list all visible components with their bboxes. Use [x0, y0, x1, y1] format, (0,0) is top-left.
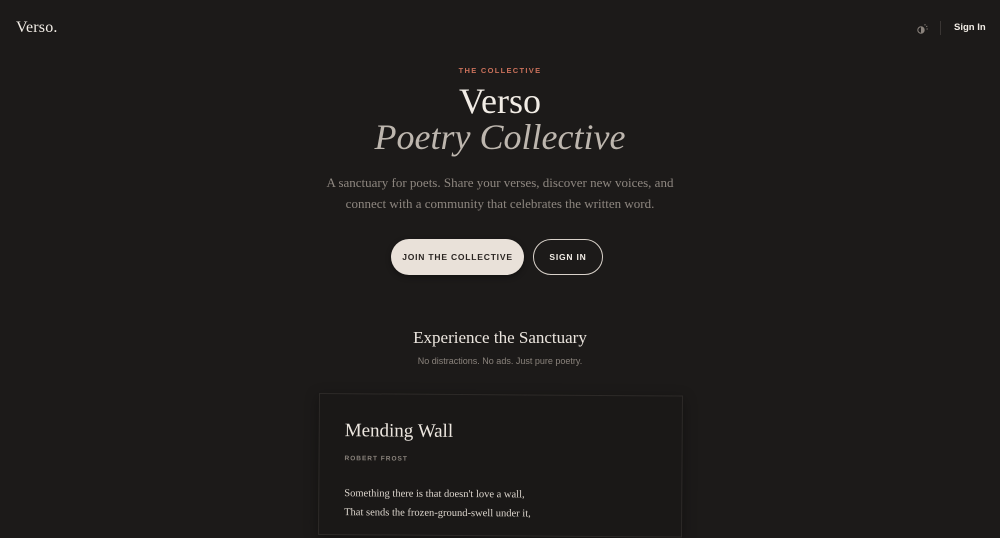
sanctuary-title: Experience the Sanctuary — [413, 328, 587, 347]
join-collective-button[interactable]: JOIN THE COLLECTIVE — [391, 239, 524, 275]
poem-author: ROBERT FROST — [344, 455, 408, 463]
poem-line: That sends the frozen-ground-swell under it, — [344, 507, 531, 520]
sanctuary-subtitle: No distractions. No ads. Just pure poetry. — [417, 356, 583, 366]
sun-moon-icon[interactable] — [915, 22, 929, 36]
sign-in-link[interactable]: Sign In — [954, 22, 986, 33]
hero-description-line: A sanctuary for poets. Share your verses, discover new voices, and — [326, 175, 674, 190]
hero-eyebrow: THE COLLECTIVE — [458, 66, 542, 75]
hero-subtitle: Poetry Collective — [374, 117, 626, 157]
sign-in-button[interactable]: SIGN IN — [533, 239, 603, 275]
hero-description — [300, 172, 700, 214]
nav-divider — [940, 21, 941, 35]
site-logo[interactable]: Verso. — [16, 19, 58, 36]
hero-description-line: connect with a community that celebrates the written word. — [345, 196, 655, 211]
poem-body — [344, 484, 531, 523]
poem-title: Mending Wall — [344, 420, 454, 442]
top-nav — [0, 0, 1000, 56]
poem-line: Something there is that doesn't love a wall, — [344, 488, 525, 501]
hero-title: Verso — [459, 81, 541, 121]
